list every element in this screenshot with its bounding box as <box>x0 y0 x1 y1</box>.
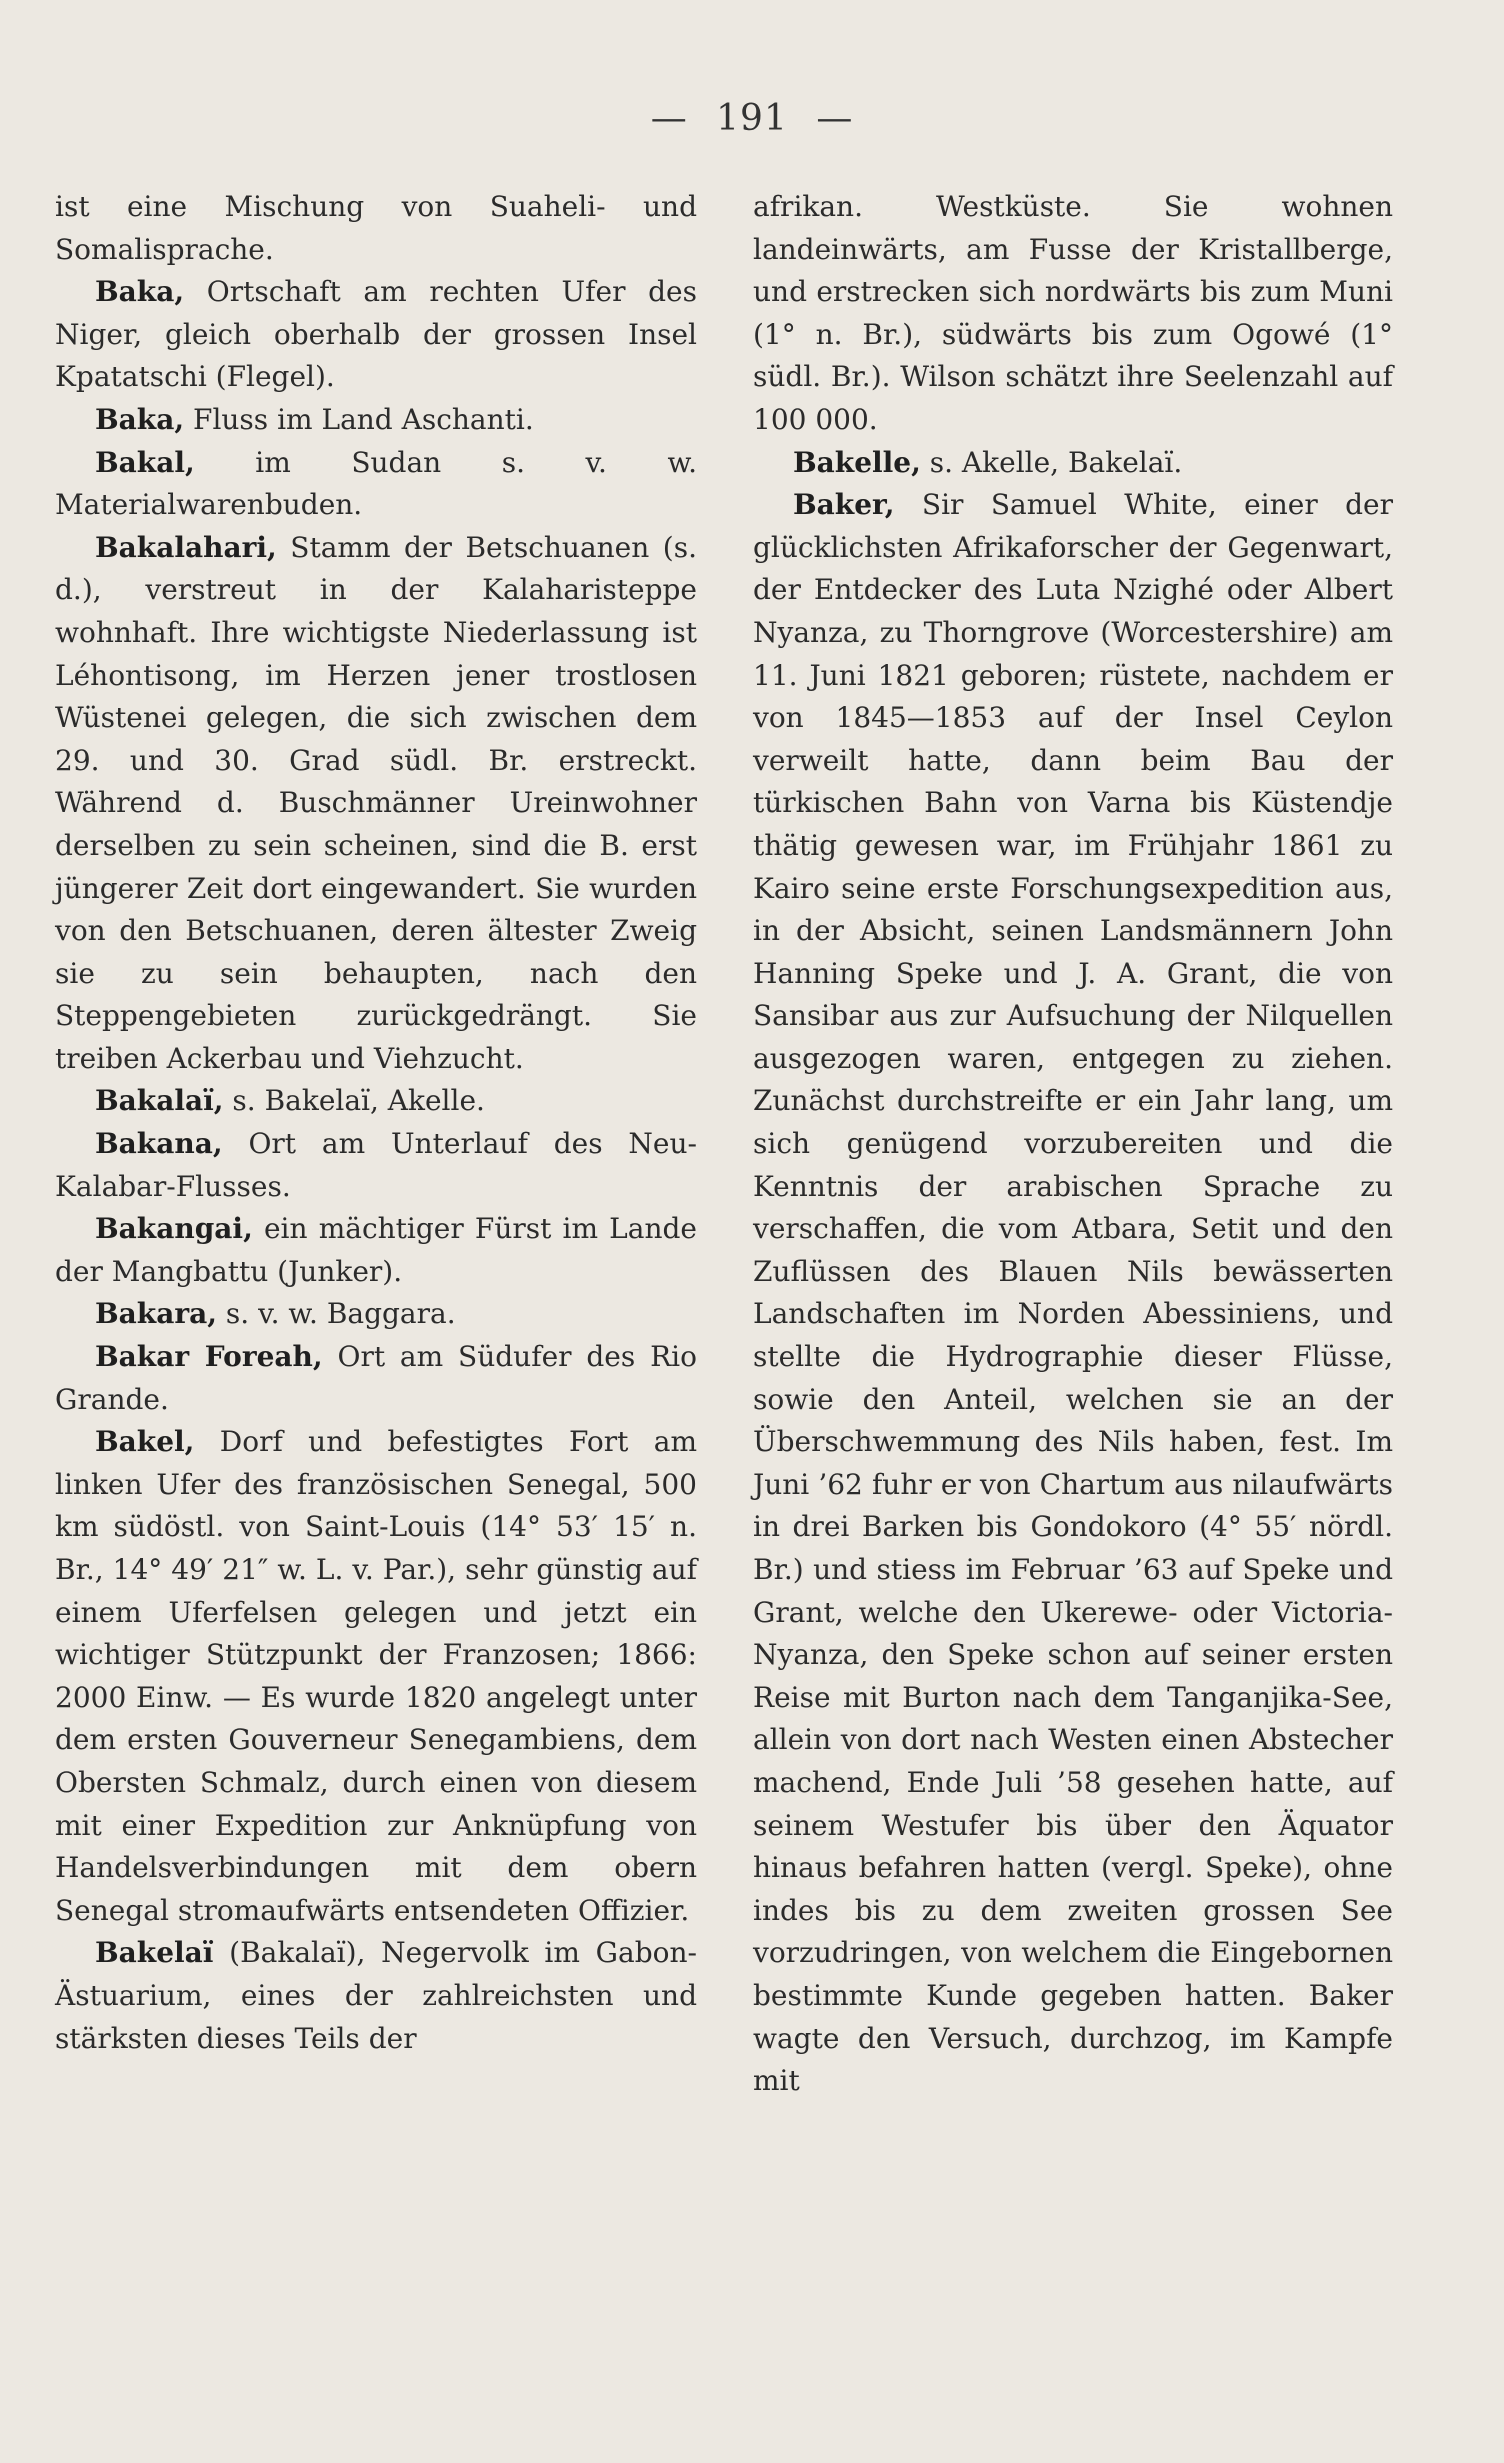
entry-bakara <box>55 1293 697 1336</box>
entry-text: (Bakalaï), Negervolk im Gabon-Ästuarium, eines der zahlreichsten und stärksten dieses Teils der <box>55 1936 697 2055</box>
entry-headword: Baker, <box>793 488 895 522</box>
right-column <box>753 186 1393 2103</box>
entry-bakar-foreah <box>55 1336 697 1421</box>
paragraph-continuation <box>753 186 1393 442</box>
entry-text: s. v. w. Baggara. <box>217 1297 456 1331</box>
entry-bakalai <box>55 1080 697 1123</box>
entry-headword: Bakal, <box>95 445 195 479</box>
entry-text: Ort am Unterlauf des Neu-Kalabar-Flusses. <box>55 1127 697 1203</box>
entry-headword: Baka, <box>95 275 185 309</box>
header-dash-right: — <box>816 98 854 139</box>
entry-text: s. Bakelaï, Akelle. <box>223 1084 485 1118</box>
entry-headword: Bakana, <box>95 1127 223 1161</box>
entry-bakelai <box>55 1932 697 2060</box>
entry-text: Stamm der Betschuanen (s. d.), verstreut in der Kalaharisteppe wohnhaft. Ihre wichtigste Niederlassung ist Léhontisong, im Herzen jener trostlosen Wüstenei gelegen, die sich zwischen dem 29. und 30. Grad südl. Br. erstreckt. Während d. Buschmänner Ureinwohner derselben zu sein scheinen, sind die B. erst jüngerer Zeit dort eingewandert. Sie wurden von den Betschuanen, deren ältester Zweig sie zu sein behaupten, nach den Steppengebieten zurückgedrängt. Sie treiben Ackerbau und Viehzucht. <box>55 530 697 1075</box>
entry-headword: Bakalahari, <box>95 530 277 564</box>
entry-text: Sir Samuel White, einer der glücklichsten Afrikaforscher der Gegenwart, der Entdecker des Luta Nzighé oder Albert Nyanza, zu Thorngrove (Worcestershire) am 11. Juni 1821 geboren; rüstete, nachdem er von 1845—1853 auf der Insel Ceylon verweilt hatte, dann beim Bau der türkischen Bahn von Varna bis Küstendje thätig gewesen war, im Frühjahr 1861 zu Kairo seine erste Forschungsexpedition aus, in der Absicht, seinen Landsmännern John Hanning Speke und J. A. Grant, die von Sansibar aus zur Aufsuchung der Nilquellen ausgezogen waren, entgegen zu ziehen. Zunächst durchstreifte er ein Jahr lang, um sich genügend vorzubereiten und die Kenntnis der arabischen Sprache zu verschaffen, die vom Atbara, Setit und den Zuflüssen des Blauen Nils bewässerten Landschaften im Norden Abessiniens, und stellte die Hydrographie dieser Flüsse, sowie den Anteil, welchen sie an der Überschwemmung des Nils haben, fest. Im Juni ’62 fuhr er von Chartum aus nilaufwärts in drei Barken bis Gondokoro (4° 55′ nördl. Br.) und stiess im Februar ’63 auf Speke und Grant, welche den Ukerewe- oder Victoria-Nyanza, den Speke schon auf seiner ersten Reise mit Burton nach dem Tanganjika-See, allein von dort nach Westen einen Abstecher machend, Ende Juli ’58 gesehen hatte, auf seinem Westufer bis über den Äquator hinaus befahren hatten (vergl. Speke), ohne indes bis zu dem zweiten grossen See vorzudringen, von welchem die Eingebornen bestimmte Kunde gegeben hatten. Baker wagte den Versuch, durchzog, im Kampfe mit <box>753 488 1393 2098</box>
entry-headword: Baka, <box>95 402 185 436</box>
page-header <box>0 98 1504 139</box>
left-column <box>55 186 697 2060</box>
entry-headword: Bakar Foreah, <box>95 1340 323 1374</box>
entry-text: Ort am Südufer des Rio Grande. <box>55 1340 697 1416</box>
page-number: 191 <box>716 98 788 139</box>
entry-baka-fluss <box>55 399 697 442</box>
entry-bakelle <box>753 442 1393 485</box>
entry-text: Ortschaft am rechten Ufer des Niger, gleich oberhalb der grossen Insel Kpatatschi (Flegel). <box>55 275 697 394</box>
entry-bakel <box>55 1421 697 1932</box>
entry-text: s. Akelle, Bakelaï. <box>920 445 1183 479</box>
entry-text: im Sudan s. v. w. Materialwarenbuden. <box>55 445 697 522</box>
entry-baker <box>753 484 1393 2103</box>
entry-headword: Bakelle, <box>793 445 921 479</box>
entry-headword: Bakangai, <box>95 1212 253 1246</box>
entry-bakal <box>55 442 697 527</box>
entry-text: afrikan. Westküste. Sie wohnen landeinwärts, am Fusse der Kristallberge, und erstrecken sich nordwärts bis zum Muni (1° n. Br.), südwärts bis zum Ogowé (1° südl. Br.). Wilson schätzt ihre Seelenzahl auf 100 000. <box>753 190 1393 436</box>
entry-headword: Bakalaï, <box>95 1084 224 1118</box>
entry-bakangai <box>55 1208 697 1293</box>
paragraph-continuation <box>55 186 697 271</box>
header-dash-left: — <box>650 98 688 139</box>
entry-headword: Bakel, <box>95 1425 195 1459</box>
entry-text: ist eine Mischung von Suaheli- und Somalisprache. <box>55 190 697 266</box>
entry-bakalahari <box>55 527 697 1081</box>
entry-text: Fluss im Land Aschanti. <box>184 402 534 436</box>
entry-text: Dorf und befestigtes Fort am linken Ufer des französischen Senegal, 500 km südöstl. von Saint-Louis (14° 53′ 15′ n. Br., 14° 49′ 21″ w. L. v. Par.), sehr günstig auf einem Uferfelsen gelegen und jetzt ein wichtiger Stützpunkt der Franzosen; 1866: 2000 Einw. — Es wurde 1820 angelegt unter dem ersten Gouverneur Senegambiens, dem Obersten Schmalz, durch einen von diesem mit einer Expedition zur Anknüpfung von Handelsverbindungen mit dem obern Senegal stromaufwärts entsendeten Offizier. <box>55 1425 697 1927</box>
entry-headword: Bakelaï <box>95 1936 214 1970</box>
entry-headword: Bakara, <box>95 1297 217 1331</box>
entry-baka-ortschaft <box>55 271 697 399</box>
entry-text: ein mächtiger Fürst im Lande der Mangbattu (Junker). <box>55 1212 697 1288</box>
entry-bakana <box>55 1123 697 1208</box>
